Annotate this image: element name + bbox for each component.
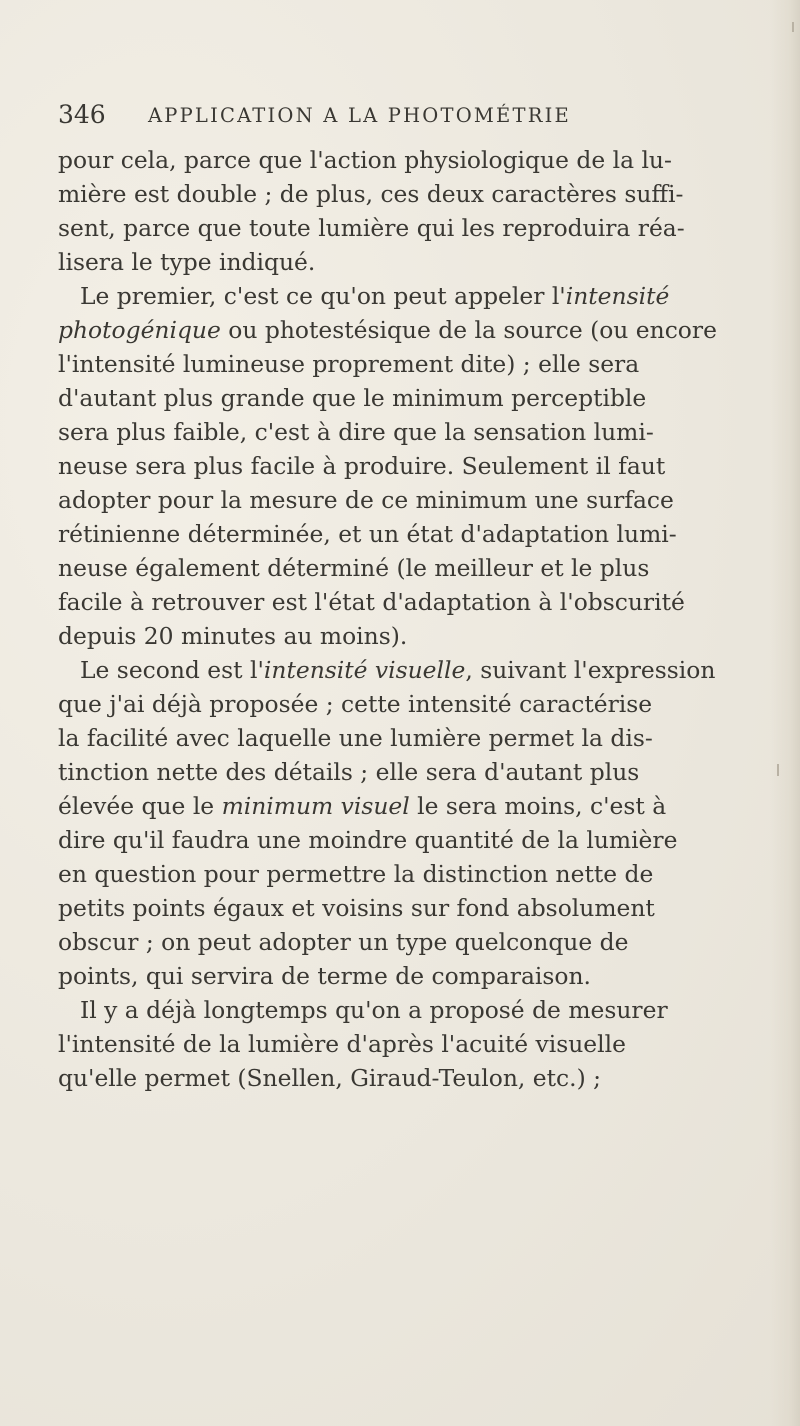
text-line — [58, 925, 628, 959]
paragraph-first-line — [80, 279, 669, 313]
text-run: dire qu'il faudra une moindre quantité de la lumière — [58, 826, 678, 854]
text-run: lisera le type indiqué. — [58, 248, 316, 276]
text-run: sent, parce que toute lumière qui les reproduira réa- — [58, 214, 685, 242]
text-run: le sera moins, c'est à — [409, 792, 667, 820]
text-run: Le second est l' — [80, 656, 264, 684]
text-line — [58, 823, 677, 857]
text-run: pour cela, parce que l'action physiologique de la lu- — [58, 146, 672, 174]
margin-mark — [777, 764, 779, 776]
text-run: , suivant l'expression — [465, 656, 716, 684]
text-run: points, qui servira de terme de comparaison. — [58, 962, 591, 990]
text-run: l'intensité de la lumière d'après l'acuité visuelle — [58, 1030, 626, 1058]
text-line — [58, 1027, 626, 1061]
text-line — [58, 449, 665, 483]
text-run: Il y a déjà longtemps qu'on a proposé de mesurer — [80, 996, 668, 1024]
text-run: neuse sera plus facile à produire. Seulement il faut — [58, 452, 666, 480]
running-head: APPLICATION A LA PHOTOMÉTRIE — [148, 104, 571, 127]
text-line — [58, 177, 683, 211]
text-line — [58, 211, 685, 245]
text-line — [58, 959, 591, 993]
text-run: sera plus faible, c'est à dire que la sensation lumi- — [58, 418, 654, 446]
text-run: neuse également déterminé (le meilleur et le plus — [58, 554, 650, 582]
text-line — [58, 857, 653, 891]
text-line — [58, 143, 672, 177]
text-run: obscur ; on peut adopter un type quelconque de — [58, 928, 629, 956]
text-line — [58, 313, 717, 347]
text-line — [58, 551, 649, 585]
paragraph-first-line — [80, 653, 715, 687]
text-run: l'intensité lumineuse proprement dite) ; elle sera — [58, 350, 640, 378]
text-line — [58, 381, 646, 415]
text-run: que j'ai déjà proposée ; cette intensité caractérise — [58, 690, 653, 718]
text-run: ou photestésique de la source (ou encore — [220, 316, 717, 344]
text-run: mière est double ; de plus, ces deux caractères suffi- — [58, 180, 684, 208]
page-number: 346 — [58, 100, 106, 129]
text-line — [58, 789, 666, 823]
text-run: rétinienne déterminée, et un état d'adaptation lumi- — [58, 520, 677, 548]
text-run: Le premier, c'est ce qu'on peut appeler l' — [80, 282, 566, 310]
text-line — [58, 891, 655, 925]
text-run: en question pour permettre la distinction nette de — [58, 860, 654, 888]
text-line — [58, 517, 677, 551]
page-header — [0, 97, 800, 137]
italic-term: intensité visuelle — [263, 656, 466, 684]
text-run: depuis 20 minutes au moins). — [58, 622, 408, 650]
text-line — [58, 347, 639, 381]
text-line — [58, 687, 652, 721]
text-run: adopter pour la mesure de ce minimum une surface — [58, 486, 674, 514]
text-run: petits points égaux et voisins sur fond absolument — [58, 894, 655, 922]
paragraph-first-line — [80, 993, 668, 1027]
margin-mark — [792, 22, 794, 32]
text-line — [58, 245, 315, 279]
text-line — [58, 755, 639, 789]
text-line — [58, 415, 654, 449]
text-run: d'autant plus grande que le minimum perceptible — [58, 384, 647, 412]
text-run: élevée que le — [58, 792, 222, 820]
text-line — [58, 1061, 601, 1095]
text-line — [58, 585, 685, 619]
text-run: la facilité avec laquelle une lumière permet la dis- — [58, 724, 653, 752]
italic-term: intensité — [565, 282, 670, 310]
text-run: tinction nette des détails ; elle sera d'autant plus — [58, 758, 640, 786]
italic-term: photogénique — [58, 316, 221, 344]
italic-term: minimum visuel — [221, 792, 410, 820]
text-line — [58, 619, 407, 653]
text-run: qu'elle permet (Snellen, Giraud-Teulon, etc.) ; — [58, 1064, 602, 1092]
text-line — [58, 721, 653, 755]
text-line — [58, 483, 674, 517]
text-run: facile à retrouver est l'état d'adaptation à l'obscurité — [58, 588, 685, 616]
